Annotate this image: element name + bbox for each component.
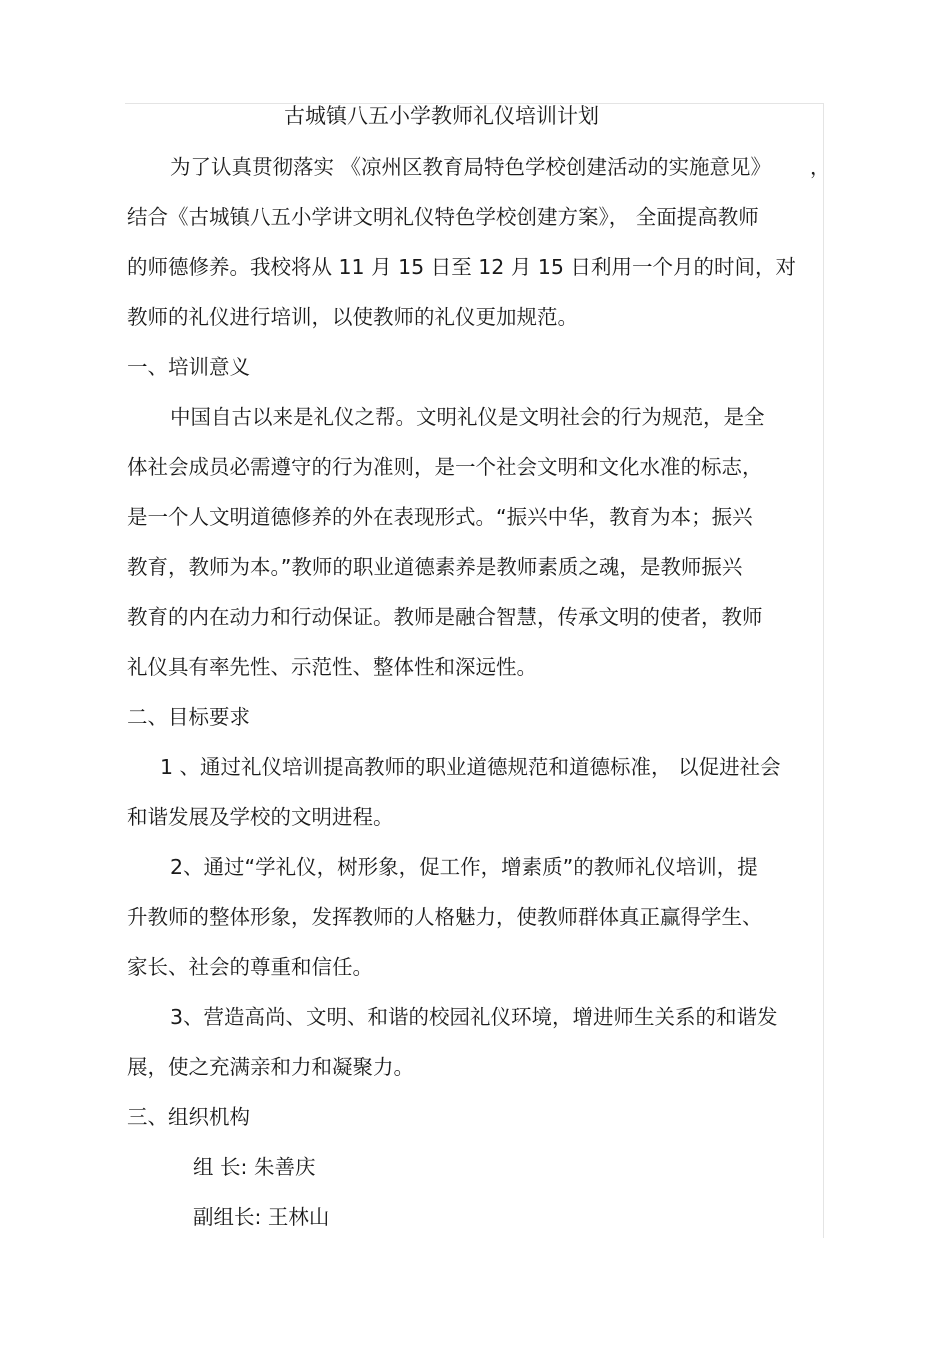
goal-1-line-2: 和谐发展及学校的文明进程。 — [127, 805, 394, 829]
page-border-right — [823, 103, 824, 1238]
significance-line-4: 教育，教师为本。”教师的职业道德素养是教师素质之魂，是教师振兴 — [127, 555, 743, 579]
goal-3-line-1: 3、营造高尚、文明、和谐的校园礼仪环境，增进师生关系的和谐发 — [170, 1005, 778, 1029]
document-title: 古城镇八五小学教师礼仪培训计划 — [284, 104, 599, 128]
goal-2-line-2: 升教师的整体形象，发挥教师的人格魅力，使教师群体真正赢得学生、 — [127, 905, 763, 929]
goal-2-line-1: 2、通过“学礼仪，树形象，促工作，增素质”的教师礼仪培训，提 — [170, 855, 758, 879]
significance-line-6: 礼仪具有率先性、示范性、整体性和深远性。 — [127, 655, 537, 679]
significance-line-1: 中国自古以来是礼仪之帮。文明礼仪是文明社会的行为规范，是全 — [170, 405, 765, 429]
intro-line-2: 结合《古城镇八五小学讲文明礼仪特色学校创建方案》， 全面提高教师 — [127, 205, 759, 229]
significance-line-2: 体社会成员必需遵守的行为准则，是一个社会文明和文化水准的标志， — [127, 455, 763, 479]
intro-line-3: 的师德修养。我校将从 11 月 15 日至 12 月 15 日利用一个月的时间，对 — [127, 255, 796, 279]
section-heading-significance: 一、培训意义 — [127, 355, 250, 379]
goal-2-line-3: 家长、社会的尊重和信任。 — [127, 955, 373, 979]
section-heading-goals: 二、目标要求 — [127, 705, 250, 729]
section-heading-organization: 三、组织机构 — [127, 1105, 250, 1129]
intro-trailing-comma: ， — [810, 155, 830, 179]
deputy-leader-line: 副组长: 王林山 — [193, 1205, 330, 1229]
goal-3-line-2: 展，使之充满亲和力和凝聚力。 — [127, 1055, 414, 1079]
significance-line-3: 是一个人文明道德修养的外在表现形式。“振兴中华，教育为本；振兴 — [127, 505, 753, 529]
intro-line-1: 为了认真贯彻落实 《凉州区教育局特色学校创建活动的实施意见》 — [170, 155, 772, 179]
goal-1-line-1: 1 、通过礼仪培训提高教师的职业道德规范和道德标准， 以促进社会 — [160, 755, 781, 779]
intro-line-4: 教师的礼仪进行培训，以使教师的礼仪更加规范。 — [127, 305, 578, 329]
leader-line: 组 长: 朱善庆 — [193, 1155, 316, 1179]
significance-line-5: 教育的内在动力和行动保证。教师是融合智慧，传承文明的使者，教师 — [127, 605, 763, 629]
